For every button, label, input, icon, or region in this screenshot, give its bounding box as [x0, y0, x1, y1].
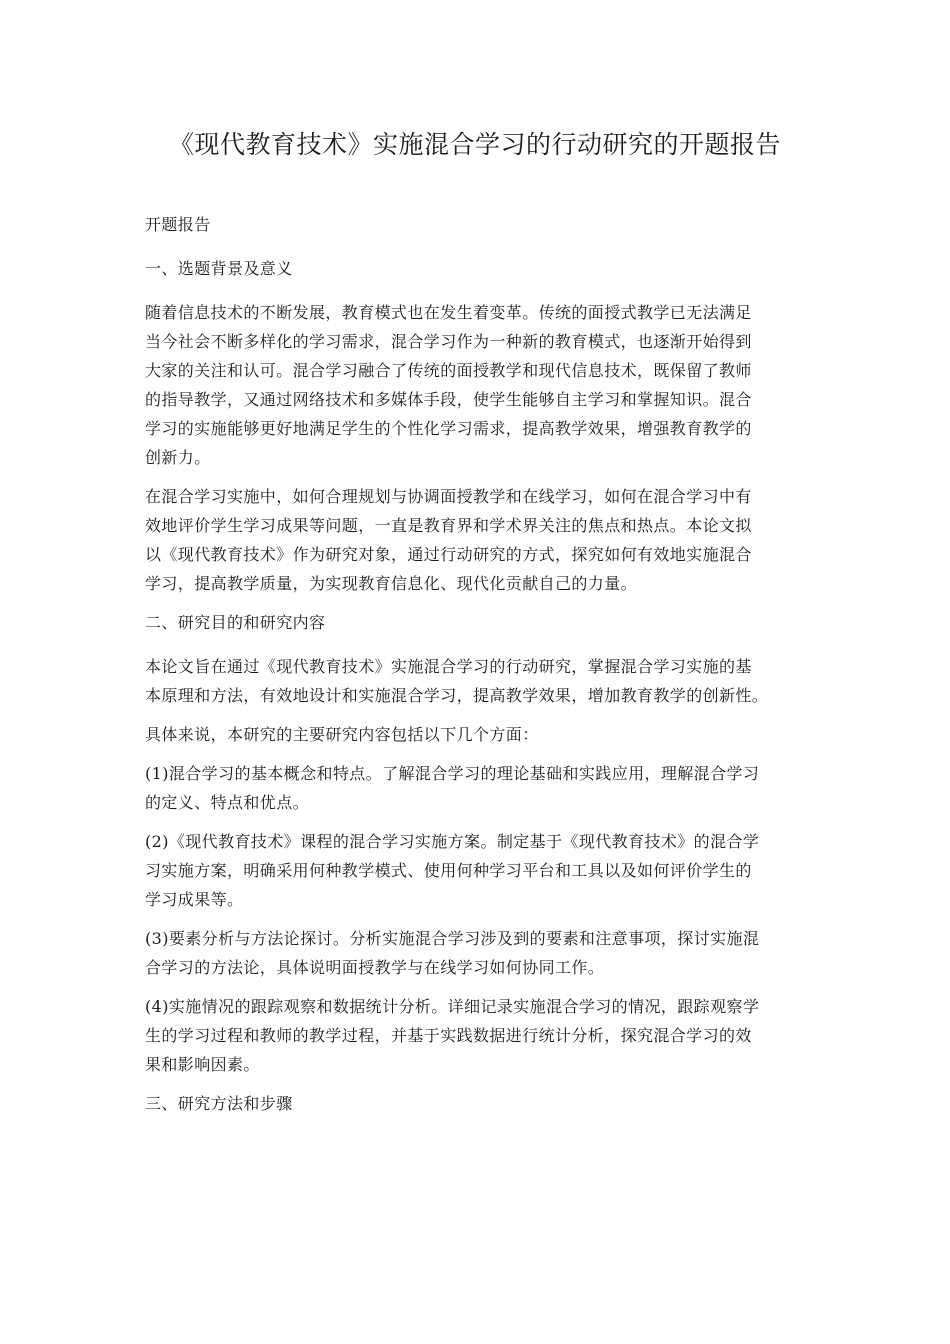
- text-line: 生的学习过程和教师的教学过程，并基于实践数据进行统计分析，探究混合学习的效: [145, 1026, 752, 1045]
- text-line: 效地评价学生学习成果等问题，一直是教育界和学术界关注的焦点和热点。本论文拟: [145, 516, 752, 535]
- text-line: 一、选题背景及意义: [145, 259, 293, 278]
- text-line: 本论文旨在通过《现代教育技术》实施混合学习的行动研究，掌握混合学习实施的基: [145, 657, 752, 676]
- paragraph: [145, 759, 825, 817]
- document-title: 《现代教育技术》实施混合学习的行动研究的开题报告: [168, 130, 781, 159]
- text-line: (2)《现代教育技术》课程的混合学习实施方案。制定基于《现代教育技术》的混合学: [145, 832, 760, 851]
- paragraph: [145, 720, 825, 749]
- text-line: (3)要素分析与方法论探讨。分析实施混合学习涉及到的要素和注意事项，探讨实施混: [145, 929, 760, 948]
- paragraph: [145, 482, 825, 598]
- text-line: 开题报告: [145, 215, 211, 234]
- paragraph: [145, 924, 825, 982]
- section-heading: [145, 1089, 825, 1118]
- text-line: 果和影响因素。: [145, 1055, 260, 1074]
- paragraph: [145, 992, 825, 1079]
- text-line: 本原理和方法，有效地设计和实施混合学习，提高教学效果，增加教育教学的创新性。: [145, 686, 769, 705]
- section-heading: [145, 254, 825, 283]
- text-line: 学习的实施能够更好地满足学生的个性化学习需求，提高教学效果，增强教育教学的: [145, 419, 752, 438]
- text-line: 大家的关注和认可。混合学习融合了传统的面授教学和现代信息技术，既保留了教师: [145, 361, 752, 380]
- text-line: 在混合学习实施中，如何合理规划与协调面授教学和在线学习，如何在混合学习中有: [145, 487, 752, 506]
- text-line: 二、研究目的和研究内容: [145, 613, 326, 632]
- text-line: 学习成果等。: [145, 890, 244, 909]
- text-line: (4)实施情况的跟踪观察和数据统计分析。详细记录实施混合学习的情况，跟踪观察学: [145, 997, 760, 1016]
- text-line: 三、研究方法和步骤: [145, 1094, 293, 1113]
- text-line: 以《现代教育技术》作为研究对象，通过行动研究的方式，探究如何有效地实施混合: [145, 545, 752, 564]
- paragraph: [145, 827, 825, 914]
- text-line: 习实施方案，明确采用何种教学模式、使用何种学习平台和工具以及如何评价学生的: [145, 861, 752, 880]
- text-line: 学习，提高教学质量，为实现教育信息化、现代化贡献自己的力量。: [145, 574, 638, 593]
- paragraph: [145, 652, 825, 710]
- paragraph: [145, 298, 825, 472]
- text-line: 合学习的方法论，具体说明面授教学与在线学习如何协同工作。: [145, 958, 605, 977]
- text-line: 当今社会不断多样化的学习需求，混合学习作为一种新的教育模式，也逐渐开始得到: [145, 332, 752, 351]
- text-line: 的定义、特点和优点。: [145, 793, 310, 812]
- text-line: 随着信息技术的不断发展，教育模式也在发生着变革。传统的面授式教学已无法满足: [145, 303, 752, 322]
- document-body: [145, 210, 825, 1133]
- text-line: 的指导教学，又通过网络技术和多媒体手段，使学生能够自主学习和掌握知识。混合: [145, 390, 752, 409]
- text-line: (1)混合学习的基本概念和特点。了解混合学习的理论基础和实践应用，理解混合学习: [145, 764, 760, 783]
- section-heading: [145, 210, 825, 239]
- text-line: 具体来说，本研究的主要研究内容包括以下几个方面：: [145, 725, 539, 744]
- text-line: 创新力。: [145, 448, 211, 467]
- section-heading: [145, 608, 825, 637]
